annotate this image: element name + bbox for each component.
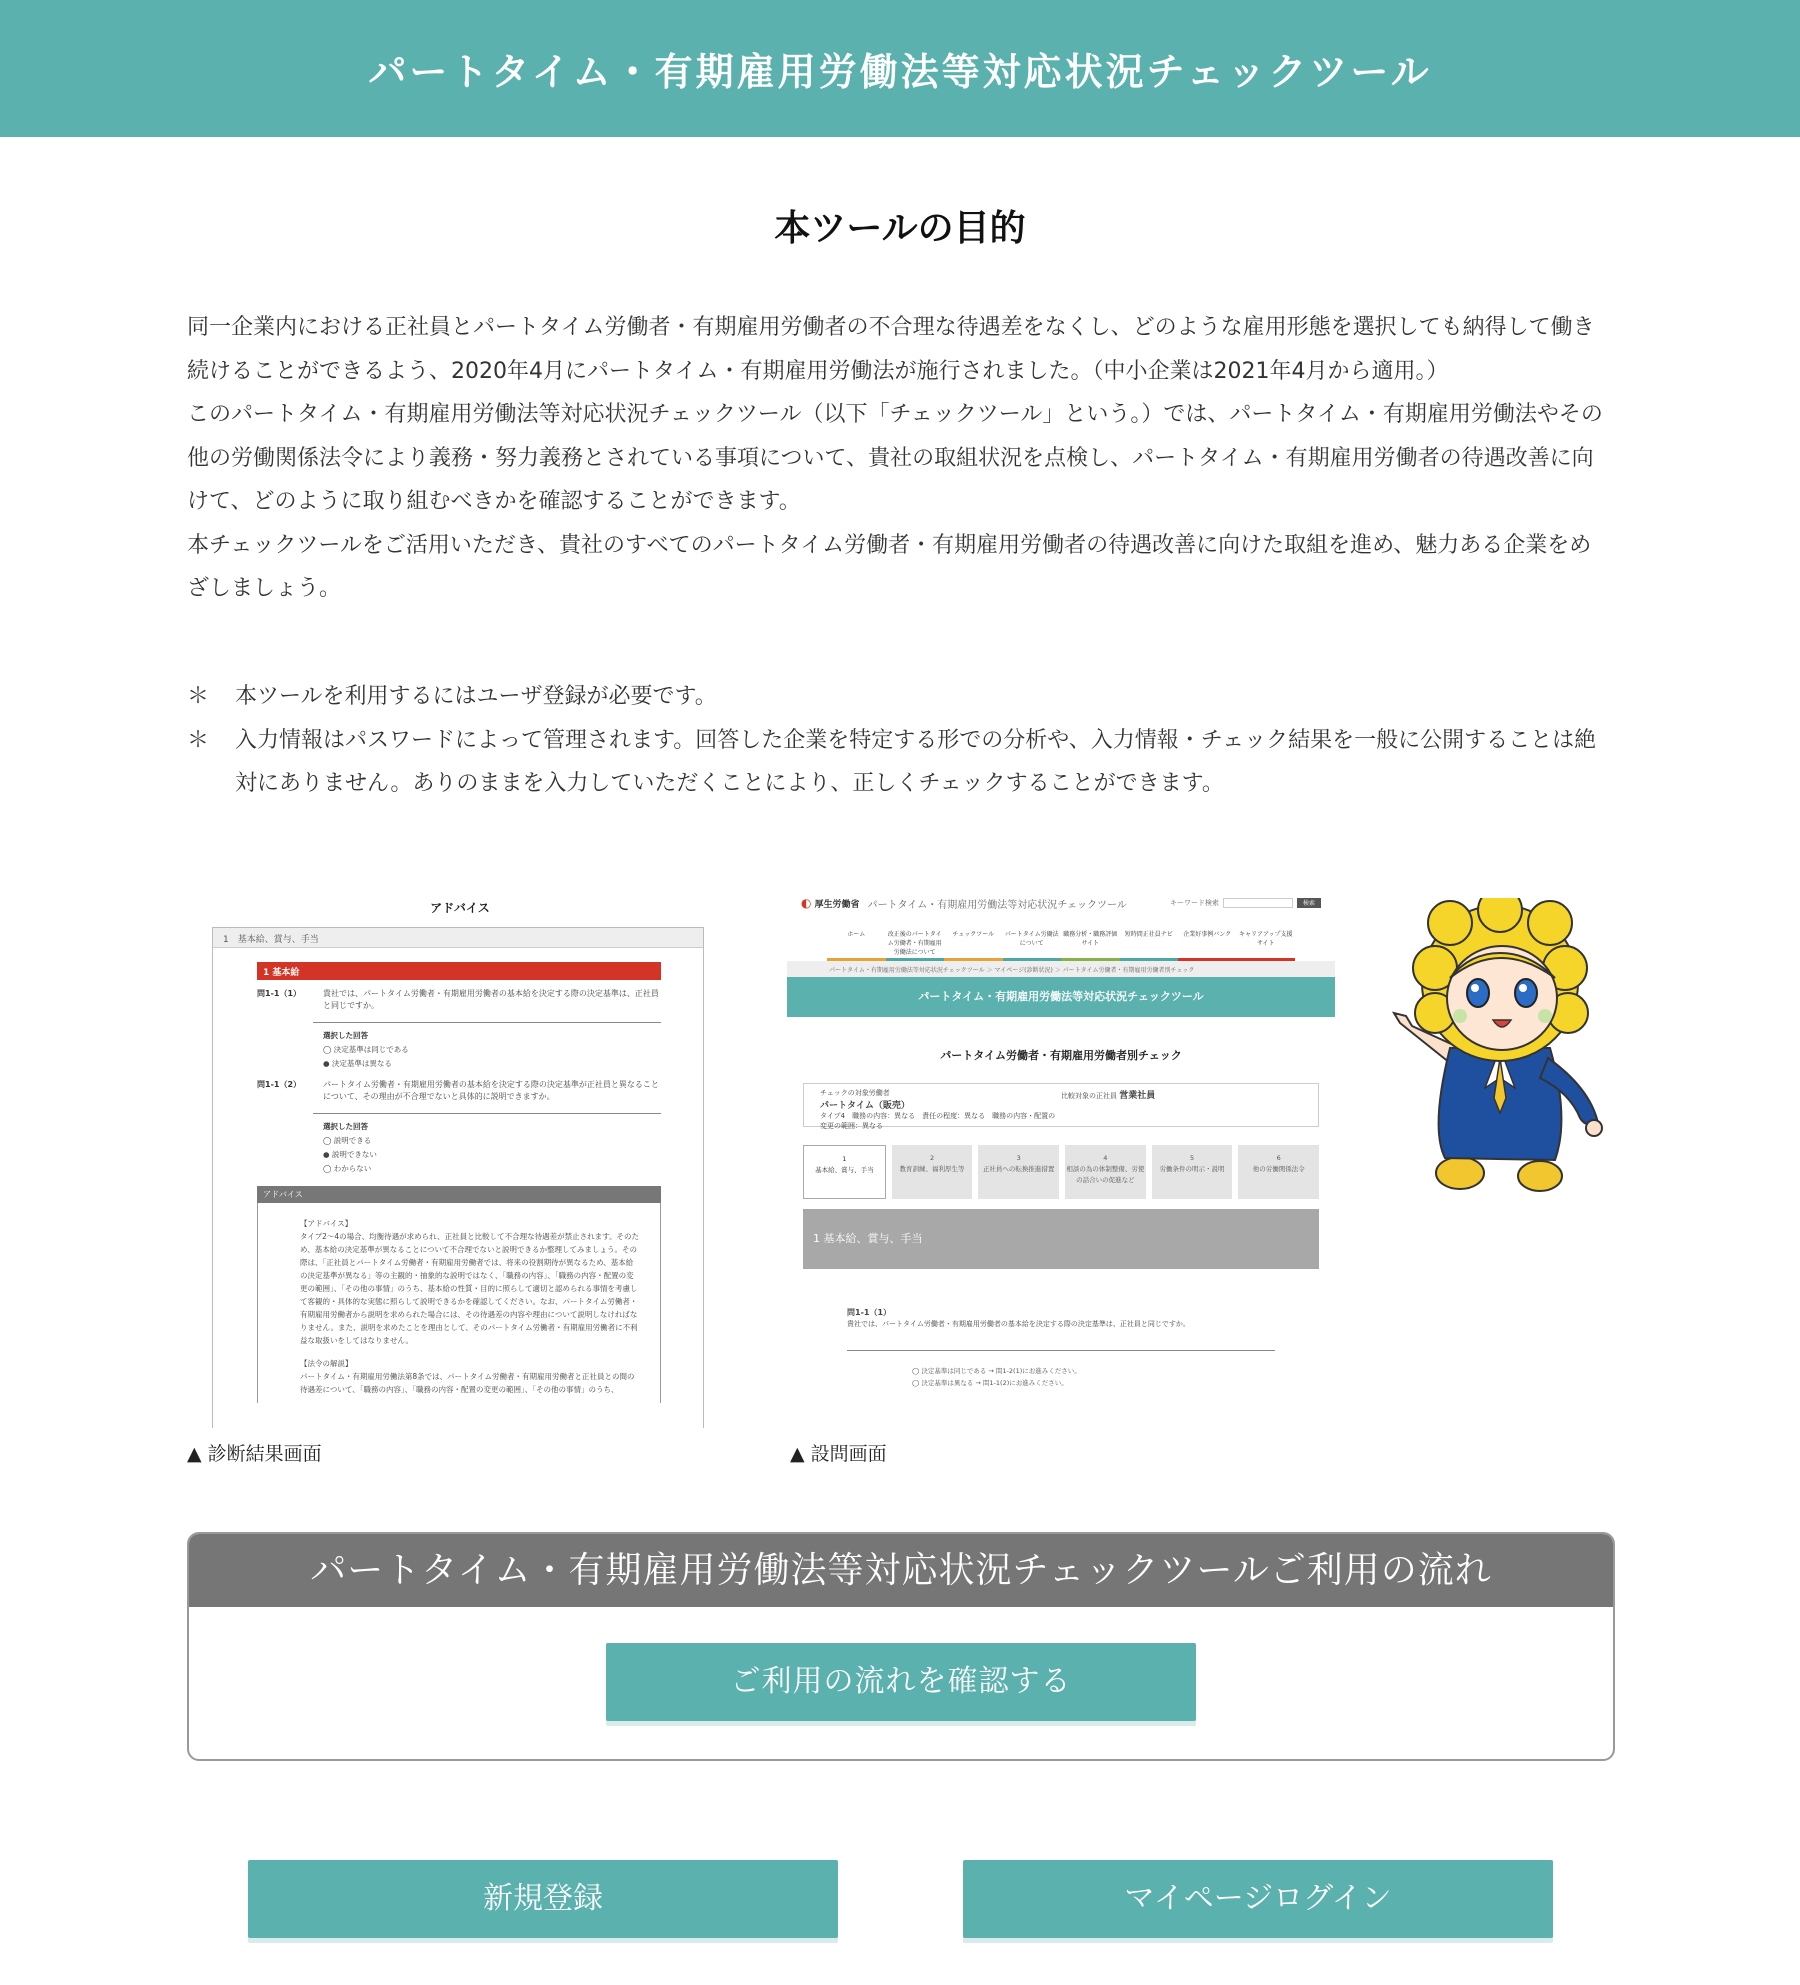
option-item: ● 決定基準は異なる — [323, 1059, 392, 1068]
category-tab: 1 基本給、賞与、手当 — [803, 1145, 886, 1199]
intro-paragraph: 同一企業内における正社員とパートタイム労働者・有期雇用労働者の不合理な待遇差をなくし、どのような雇用形態を選択しても納得して働き続けることができるよう、2020年4月にパートタイム・有期雇用労働法が施行されました。（中小企業は2021年4月から適用。） — [187, 315, 1595, 384]
caption-diagnosis: ▲ 診断結果画面 — [187, 1443, 322, 1465]
option-item: ◯ 説明できる — [323, 1136, 372, 1145]
diagnosis-result-screenshot — [200, 885, 720, 1428]
mock-topbar — [787, 885, 1335, 921]
note-item — [187, 719, 1613, 806]
question-screen-screenshot — [787, 885, 1335, 1428]
notes-list — [187, 675, 1613, 806]
nav-item: 短時間正社員ナビ — [1120, 921, 1179, 961]
mock-heading: パートタイム労働者・有期雇用労働者別チェック — [940, 1049, 1182, 1062]
purpose-intro — [187, 306, 1613, 611]
answer-options — [912, 1365, 1335, 1389]
note-item — [187, 675, 1613, 719]
selected-label: 選択した回答 — [323, 1122, 368, 1131]
question-row — [847, 1307, 1275, 1330]
question-text: パートタイム労働者・有期雇用労働者の基本給を決定する際の決定基準が正社員と異なることについて、その理由が不合理でないと具体的に説明できますか。 — [323, 1080, 659, 1101]
category-tabs — [803, 1145, 1319, 1199]
advice-label: 【アドバイス】 — [300, 1219, 353, 1228]
info-type: タイプ4 職務の内容：異なる 責任の程度：異なる 職務の内容・配置の変更の範囲：異なる — [820, 1112, 1056, 1130]
mock-title-band: パートタイム・有期雇用労働法等対応状況チェックツール — [787, 977, 1335, 1017]
info-label: 比較対象の正社員 — [1061, 1092, 1117, 1100]
site-header — [0, 0, 1800, 137]
note-text: 入力情報はパスワードによって管理されます。回答した企業を特定する形での分析や、入力情報・チェック結果を一般に公開することは絶対にありません。ありのままを入力していただくことにより、正しくチェックすることができます。 — [235, 727, 1597, 796]
nav-item: 職務分析・職務評価サイト — [1061, 921, 1120, 961]
question-number: 問1-1（1） — [847, 1308, 892, 1317]
option-item: ◯ 決定基準は同じである — [323, 1045, 409, 1054]
note-text: 本ツールを利用するにはユーザ登録が必要です。 — [235, 684, 717, 709]
mock-search — [1170, 898, 1321, 908]
info-value: パートタイム（販売） — [820, 1101, 910, 1111]
search-label: キーワード検索 — [1170, 899, 1219, 907]
question-text: 貴社では、パートタイム労働者・有期雇用労働者の基本給を決定する際の決定基準は、正社員と同じですか。 — [323, 989, 659, 1010]
selected-answer — [323, 1029, 703, 1071]
nav-item: キャリアアップ支援サイト — [1237, 921, 1296, 961]
divider — [313, 1022, 661, 1023]
option-item: ● 説明できない — [323, 1150, 377, 1159]
law-text: パートタイム・有期雇用労働法第8条では、パートタイム労働者・有期雇用労働者と正社員との間の待遇差について、「職務の内容」、「職務の内容・配置の変更の範囲」、「その他の事情」のうち、 — [300, 1372, 635, 1394]
intro-paragraph: このパートタイム・有期雇用労働法等対応状況チェックツール（以下「チェックツール」という。）では、パートタイム・有期雇用労働法やその他の労働関係法令により義務・努力義務とされている事項について、貴社の取組状況を点検し、パートタイム・有期雇用労働者の待遇改善に向けて、どのように取り組むべきかを確認することができます。 — [187, 402, 1603, 514]
caption-question: ▲ 設問画面 — [790, 1443, 887, 1465]
nav-item: チェックツール — [944, 921, 1003, 961]
question-text: 貴社では、パートタイム労働者・有期雇用労働者の基本給を決定する際の決定基準は、正社員と同じですか。 — [847, 1320, 1190, 1328]
mypage-login-button[interactable]: マイページログイン — [963, 1860, 1553, 1938]
advice-text: タイプ2〜4の場合、均衡待遇が求められ、正社員と比較して不合理な待遇差が禁止されます。そのため、基本給の決定基準が異なることについて不合理でないと説明できるか整理してみましょう。その際は、「正社員とパートタイム労働者・有期雇用労働者では、将来の役割期待が異なるため、基本給の決定基準が異なる」等の主観的・抽象的な説明ではなく、「職務の内容」、「職務の内容・配置の変更の範囲」、「その他の事情」のうち、基本給の性質・目的に照らして適切と認められる事情を考慮して客観的・具体的な実態に照らして説明できるかを確認してください。なお、パートタイム労働者・有期雇用労働者から説明を求められた場合には、その待遇差の内容や理由について説明しなければなりません。また、説明を求めたことを理由として、そのパートタイム労働者・有期雇用労働者に不利益な取扱いをしてはなりません。 — [300, 1232, 640, 1345]
law-label: 【法令の解説】 — [300, 1359, 353, 1368]
ministry-logo-icon: ◐ — [801, 896, 812, 910]
question-number: 問1-1（2） — [257, 1080, 302, 1089]
category-tab: 2 教育訓練、福利厚生等 — [892, 1145, 973, 1199]
section-header: 1 基本給、賞与、手当 — [213, 928, 703, 948]
usage-flow-title: パートタイム・有期雇用労働法等対応状況チェックツールご利用の流れ — [189, 1534, 1613, 1607]
category-tab: 5 労働条件の明示・説明 — [1152, 1145, 1233, 1199]
site-title: パートタイム・有期雇用労働法等対応状況チェックツール — [368, 50, 1432, 94]
search-input — [1223, 898, 1293, 908]
category-tab: 4 相談の為の体制整備、労使の話合いの促進など — [1065, 1145, 1146, 1199]
question-number: 問1-1（1） — [257, 989, 302, 998]
asterisk-icon: ＊ — [187, 684, 210, 709]
category-bar: 1 基本給、賞与、手当 — [803, 1209, 1319, 1269]
nav-item: 企業好事例バンク — [1178, 921, 1237, 961]
advice-title: アドバイス — [430, 901, 490, 915]
advice-box — [257, 1203, 661, 1403]
nav-item: 改正後のパートタイム労働者・有期雇用労働法について — [886, 921, 945, 961]
screenshot-frame — [212, 927, 704, 1428]
new-registration-button[interactable]: 新規登録 — [248, 1860, 838, 1938]
search-button: 検索 — [1297, 898, 1321, 908]
category-tab: 3 正社員への転換推進措置 — [978, 1145, 1059, 1199]
nav-item: ホーム — [827, 921, 886, 961]
category-tab: 6 他の労働関係法令 — [1238, 1145, 1319, 1199]
check-usage-flow-button[interactable]: ご利用の流れを確認する — [606, 1643, 1196, 1721]
question-row — [257, 988, 661, 1012]
target-info — [803, 1083, 1319, 1130]
selected-label: 選択した回答 — [323, 1031, 368, 1040]
category-bar: 1 基本給 — [257, 962, 661, 980]
info-label: チェックの対象労働者 — [820, 1089, 890, 1097]
breadcrumb: パートタイム・有期雇用労働法等対応状況チェックツール ＞ マイページ(診断状況) ＞ パートタイム労働者・有期雇用労働者別チェック — [787, 961, 1335, 977]
option-item: ◯ わからない — [323, 1164, 372, 1173]
mascot-illustration — [1390, 898, 1620, 1198]
mock-nav — [827, 921, 1295, 961]
info-value: 営業社員 — [1119, 1091, 1156, 1101]
asterisk-icon: ＊ — [187, 727, 210, 753]
divider — [847, 1350, 1275, 1351]
divider — [313, 1113, 661, 1114]
option-item: ◯ 決定基準は同じである → 問1-2(1)にお進みください。 — [912, 1367, 1081, 1375]
option-item: ◯ 決定基準は異なる → 問1-1(2)にお進みください。 — [912, 1379, 1068, 1387]
selected-answer — [323, 1120, 703, 1176]
advice-header: アドバイス — [257, 1186, 661, 1203]
ministry-name: 厚生労働省 — [814, 899, 860, 910]
mock-site-name: パートタイム・有期雇用労働法等対応状況チェックツール — [867, 899, 1127, 911]
purpose-title: 本ツールの目的 — [774, 208, 1026, 249]
intro-paragraph: 本チェックツールをご活用いただき、貴社のすべてのパートタイム労働者・有期雇用労働者の待遇改善に向けた取組を進め、魅力ある企業をめざしましょう。 — [187, 532, 1592, 601]
nav-item: パートタイム労働法について — [1003, 921, 1062, 961]
question-row — [257, 1079, 661, 1103]
